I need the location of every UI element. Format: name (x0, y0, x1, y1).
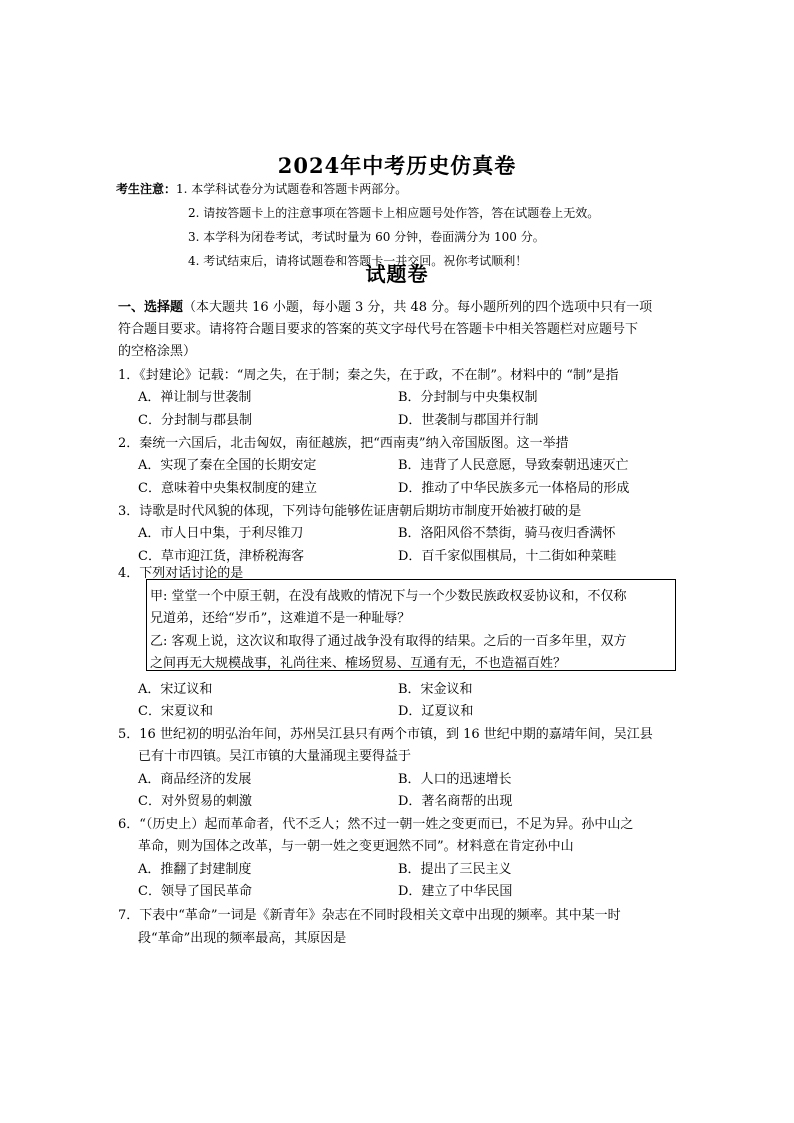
question-7-stem-1: 7．下表中“革命”一词是《新青年》杂志在不同时段相关文章中出现的频率。其中某一时 (118, 908, 621, 923)
question-4-option-a: A．宋辽议和 (138, 682, 213, 697)
notice-item-1: 1. 本学科试卷分为试题卷和答题卡两部分。 (176, 182, 408, 196)
section-intro-line-2: 符合题目要求。请将符合题目要求的答案的英文字母代号在答题卡中相关答题栏对应题号下 (118, 322, 639, 337)
dialogue-line-3: 乙: 客观上说，这次议和取得了通过战争没有取得的结果。之后的一百多年里，双方 (150, 634, 627, 649)
question-1-option-b: B．分封制与中央集权制 (398, 390, 538, 405)
notice-label: 考生注意： (116, 182, 177, 196)
question-2-option-d: D．推动了中华民族多元一体格局的形成 (398, 481, 630, 496)
question-4-stem: 4．下列对话讨论的是 (118, 566, 244, 581)
question-5-option-a: A．商品经济的发展 (138, 772, 252, 787)
question-4-option-b: B．宋金议和 (398, 682, 473, 697)
section-subtitle: 试题卷 (365, 262, 429, 286)
notice-item-2: 2. 请按答题卡上的注意事项在答题卡上相应题号处作答，答在试题卷上无效。 (188, 206, 600, 220)
question-4-option-d: D．辽夏议和 (398, 704, 474, 719)
question-5-stem-1: 5．16 世纪初的明弘治年间，苏州吴江县只有两个市镇，到 16 世纪中期的嘉靖年间，吴江县 (118, 727, 653, 742)
section-intro-line-1 (118, 296, 652, 315)
question-3-option-a: A．市人日中集，于利尽锥刀 (138, 526, 304, 541)
question-6-option-a: A．推翻了封建制度 (138, 862, 252, 877)
question-1-option-d: D．世袭制与郡国并行制 (398, 413, 539, 428)
question-1-option-c: C．分封制与郡县制 (138, 413, 252, 428)
question-5-option-c: C．对外贸易的刺激 (138, 794, 252, 809)
exam-title: 2024年中考历史仿真卷 (277, 153, 517, 178)
question-2-option-b: B．违背了人民意愿，导致秦朝迅速灭亡 (398, 458, 629, 473)
question-3-option-c: C．草市迎江货，津桥税海客 (138, 549, 304, 564)
dialogue-line-2: 兄道弟，还给“岁币”，这难道不是一种耻辱？ (150, 611, 411, 626)
question-6-stem-1: 6．“（历史上）起而革命者，代不乏人；然不过一朝一姓之变更而已，不足为异。孙中山之 (118, 817, 634, 832)
question-6-option-c: C．领导了国民革命 (138, 884, 252, 899)
notice-row-1 (116, 180, 407, 197)
section-intro-text-1: （本大题共 16 小题，每小题 3 分，共 48 分。每小题所列的四个选项中只有一项 (183, 300, 653, 315)
question-2-option-a: A．实现了秦在全国的长期安定 (138, 458, 317, 473)
question-6-option-b: B．提出了三民主义 (398, 862, 512, 877)
question-1-option-a: A．禅让制与世袭制 (138, 390, 252, 405)
question-3-option-b: B．洛阳风俗不禁街，骑马夜归香满怀 (398, 526, 616, 541)
dialogue-line-4: 之间再无大规模战事，礼尚往来、榷场贸易、互通有无，不也造福百姓？ (150, 656, 567, 671)
question-5-stem-2: 已有十市四镇。吴江市镇的大量涌现主要得益于 (138, 749, 412, 764)
notice-item-3: 3. 本学科为闭卷考试，考试时量为 60 分钟，卷面满分为 100 分。 (188, 230, 545, 244)
dialogue-line-1: 甲: 堂堂一个中原王朝，在没有战败的情况下与一个少数民族政权妥协议和，不仅称 (150, 589, 627, 604)
question-6-option-d: D．建立了中华民国 (398, 884, 513, 899)
question-7-stem-2: 段“革命”出现的频率最高，其原因是 (138, 931, 347, 946)
question-3-stem: 3．诗歌是时代风貌的体现，下列诗句能够佐证唐朝后期坊市制度开始被打破的是 (118, 504, 582, 519)
question-2-stem: 2．秦统一六国后，北击匈奴，南征越族，把“西南夷”纳入帝国版图。这一举措 (118, 436, 569, 451)
section-intro-line-3: 的空格涂黑） (118, 344, 197, 359)
notice-item-4: 4. 考试结束后，请将试题卷和答题卡一并交回。祝你考试顺利！ (188, 254, 528, 268)
question-5-option-d: D．著名商帮的出现 (398, 794, 513, 809)
question-5-option-b: B．人口的迅速增长 (398, 772, 512, 787)
section-heading: 一、选择题 (118, 300, 184, 315)
question-2-option-c: C．意味着中央集权制度的建立 (138, 481, 317, 496)
question-6-stem-2: 革命，则为国体之改革，与一朝一姓之变更迥然不同”。材料意在肯定孙中山 (138, 839, 574, 854)
question-4-option-c: C．宋夏议和 (138, 704, 213, 719)
question-3-option-d: D．百千家似围棋局，十二街如种菜畦 (398, 549, 617, 564)
question-1-stem: 1．《封建论》记载：“周之失，在于制；秦之失，在于政，不在制”。材料中的 “制”是指 (118, 368, 619, 383)
